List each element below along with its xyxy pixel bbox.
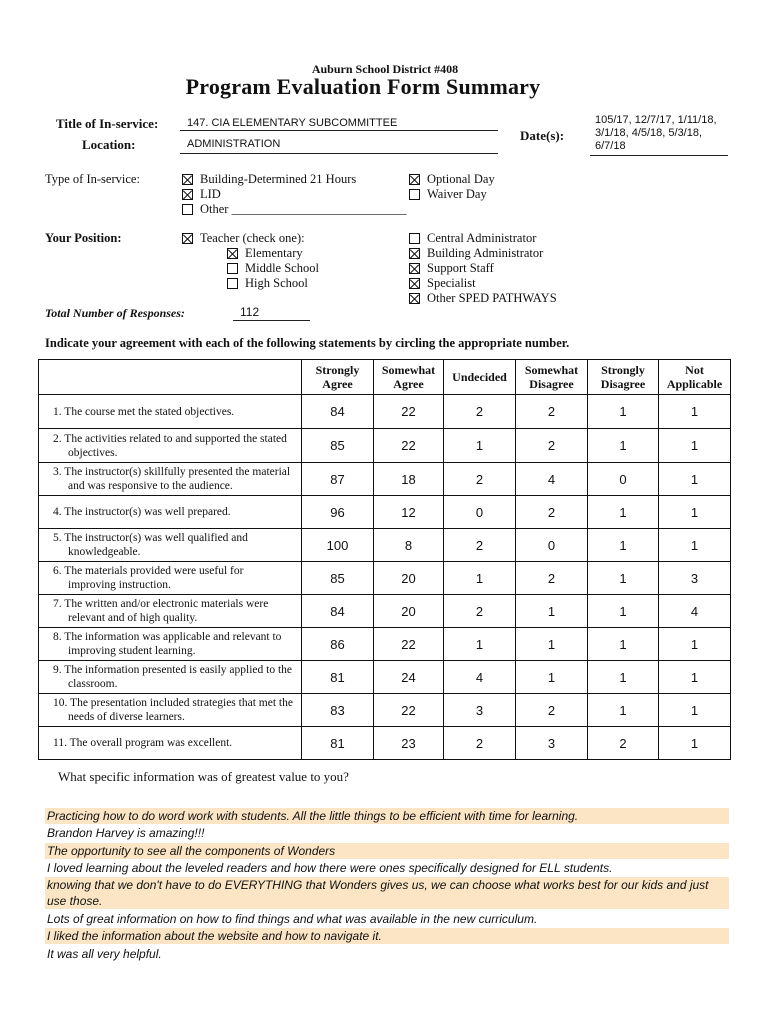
response-count: 1 [588,628,659,661]
response-count: 20 [374,562,444,595]
response-count: 2 [444,463,516,496]
inservice-underline [180,130,498,131]
checkbox[interactable] [227,278,238,289]
type-option-lid[interactable] [182,187,407,202]
location-value: ADMINISTRATION [187,138,281,150]
position-option-central-admin[interactable] [409,231,557,246]
response-count: 4 [516,463,588,496]
statement-text: 9. The information presented is easily applied to the classroom. [53,664,292,690]
dates-label: Date(s): [520,128,565,143]
type-options-left [182,172,407,217]
response-count: 1 [588,529,659,562]
response-count: 2 [516,496,588,529]
type-option-optional-day[interactable] [409,172,495,187]
response-count: 1 [659,694,731,727]
response-count: 4 [659,595,731,628]
response-count: 1 [444,628,516,661]
position-teacher [182,231,305,246]
response-count: 85 [302,429,374,463]
column-header-line: Undecided [452,370,507,384]
comment: The opportunity to see all the components of Wonders [45,843,729,859]
response-count: 3 [444,694,516,727]
response-count: 1 [588,395,659,429]
response-count: 2 [444,529,516,562]
option-label: Other SPED PATHWAYS [427,291,557,305]
response-count: 2 [516,395,588,429]
option-label: LID [200,187,221,201]
page-title: Program Evaluation Form Summary [185,74,541,99]
statement-cell [39,529,302,562]
response-count: 20 [374,595,444,628]
comment: Brandon Harvey is amazing!!! [47,826,205,840]
column-header [588,360,659,395]
checkbox[interactable] [409,189,420,200]
response-count: 3 [659,562,731,595]
response-count: 24 [374,661,444,694]
column-header-line: Strongly [601,363,645,377]
table-row [39,661,731,694]
response-count: 2 [444,727,516,760]
column-header-line: Agree [322,377,353,391]
statement-cell [39,661,302,694]
column-header-line: Agree [393,377,424,391]
response-count: 0 [444,496,516,529]
position-option-other[interactable] [409,291,557,306]
column-header [516,360,588,395]
response-count: 100 [302,529,374,562]
response-count: 85 [302,562,374,595]
position-option-elementary[interactable] [227,246,319,261]
statement-text: 11. The overall program was excellent. [53,737,233,749]
header-row [39,360,731,395]
position-label: Your Position: [45,231,122,245]
column-header-line: Somewhat [524,363,579,377]
column-header-line: Strongly [315,363,360,377]
column-header [374,360,444,395]
response-count: 1 [659,628,731,661]
position-option-specialist[interactable] [409,276,557,291]
table-row [39,595,731,628]
statement-cell [39,595,302,628]
statement-text: 8. The information was applicable and relevant to improving student learning. [53,631,282,657]
response-count: 12 [374,496,444,529]
checkbox[interactable] [182,233,193,244]
column-header [659,360,731,395]
statement-text: 7. The written and/or electronic materials were relevant and of high quality. [53,598,269,624]
responses-underline [233,320,310,321]
inservice-label: Title of In-service: [56,116,159,131]
statement-cell [39,694,302,727]
statement-cell [39,496,302,529]
option-label: Central Administrator [427,231,537,245]
comment: I loved learning about the leveled readers and how there were ones specifically designed for ELL students. [47,861,613,875]
statement-text: 10. The presentation included strategies that met the needs of diverse learners. [53,697,293,723]
response-count: 23 [374,727,444,760]
checkbox[interactable] [409,174,420,185]
response-count: 22 [374,694,444,727]
table-row [39,628,731,661]
response-count: 22 [374,628,444,661]
statement-cell [39,395,302,429]
table-row [39,429,731,463]
position-others [409,231,557,306]
checkbox[interactable] [182,204,193,215]
district-name: Auburn School District #408 [311,62,459,76]
statement-text: 4. The instructor(s) was well prepared. [53,506,231,518]
response-count: 1 [588,429,659,463]
option-label: Waiver Day [427,187,487,201]
position-option-middle-school[interactable] [227,261,319,276]
inservice-value: 147. CIA ELEMENTARY SUBCOMMITTEE [187,117,398,129]
response-count: 2 [516,429,588,463]
dates-value: 105/17, 12/7/17, 1/11/18, 3/1/18, 4/5/18, 5/3/18, 6/7/18 [595,114,717,152]
checkbox[interactable] [409,248,420,259]
dates-underline [590,155,728,156]
position-option-high-school[interactable] [227,276,319,291]
response-count: 22 [374,395,444,429]
instructions: Indicate your agreement with each of the following statements by circling the appropriate number. [45,336,570,350]
response-count: 1 [659,529,731,562]
response-count: 2 [516,562,588,595]
position-option-support-staff[interactable] [409,261,557,276]
response-count: 0 [588,463,659,496]
checkbox[interactable] [182,174,193,185]
checkbox[interactable] [182,189,193,200]
survey-body [39,395,731,760]
comment: I liked the information about the website and how to navigate it. [45,928,729,944]
table-row [39,529,731,562]
table-row [39,463,731,496]
response-count: 0 [516,529,588,562]
option-label: Support Staff [427,261,494,275]
response-count: 18 [374,463,444,496]
table-row [39,562,731,595]
option-label: Other ____________________________ [200,202,407,216]
response-count: 22 [374,429,444,463]
statement-text: 1. The course met the stated objectives. [53,405,235,418]
response-count: 1 [659,727,731,760]
statement-header [39,360,302,395]
response-count: 96 [302,496,374,529]
column-header-line: Not [685,363,704,377]
response-count: 1 [444,429,516,463]
response-count: 8 [374,529,444,562]
statement-cell [39,429,302,463]
responses-label: Total Number of Responses: [45,306,185,320]
statement-cell [39,727,302,760]
statement-cell [39,628,302,661]
position-option-building-admin[interactable] [409,246,557,261]
survey-table [38,359,731,760]
response-count: 2 [444,595,516,628]
response-count: 1 [588,496,659,529]
option-label: High School [245,276,308,290]
response-count: 2 [516,694,588,727]
statement-cell [39,562,302,595]
comment: knowing that we don't have to do EVERYTHING that Wonders gives us, we can choose what works best for our kids and just use those. [45,877,729,909]
type-options-right [409,172,495,202]
comment: Practicing how to do word work with students. All the little things to be efficient with time for learning. [45,808,729,824]
column-header [444,360,516,395]
response-count: 1 [516,595,588,628]
question: What specific information was of greatest value to you? [58,769,349,784]
response-count: 84 [302,395,374,429]
table-row [39,694,731,727]
statement-cell [39,463,302,496]
column-header [302,360,374,395]
location-underline [180,153,498,154]
response-count: 1 [588,562,659,595]
column-header-line: Somewhat [381,363,436,377]
option-label: Building-Determined 21 Hours [200,172,357,186]
response-count: 83 [302,694,374,727]
statement-text: 2. The activities related to and supported the stated objectives. [53,432,287,459]
type-option-building[interactable] [182,172,407,187]
responses-value: 112 [240,305,260,319]
response-count: 1 [659,496,731,529]
position-option-teacher[interactable] [182,231,305,246]
table-row [39,496,731,529]
response-count: 1 [659,429,731,463]
column-header-line: Disagree [600,377,646,391]
response-count: 1 [588,661,659,694]
location-label: Location: [82,137,136,152]
option-label: Specialist [427,276,476,290]
column-header-line: Applicable [666,377,723,391]
response-count: 4 [444,661,516,694]
response-count: 2 [588,727,659,760]
response-count: 84 [302,595,374,628]
statement-text: 5. The instructor(s) was well qualified and knowledgeable. [53,532,248,558]
response-count: 86 [302,628,374,661]
option-label: Optional Day [427,172,495,186]
option-label: Building Administrator [427,246,544,260]
option-label: Elementary [245,246,303,260]
checkbox[interactable] [227,263,238,274]
column-header-line: Disagree [529,377,574,391]
option-label: Middle School [245,261,319,275]
response-count: 2 [444,395,516,429]
response-count: 1 [588,595,659,628]
table-row [39,395,731,429]
type-label: Type of In-service: [45,172,140,186]
response-count: 81 [302,727,374,760]
response-count: 1 [659,463,731,496]
response-count: 1 [516,628,588,661]
response-count: 81 [302,661,374,694]
response-count: 1 [516,661,588,694]
checkbox[interactable] [409,293,420,304]
checkbox[interactable] [409,263,420,274]
checkbox[interactable] [409,233,420,244]
response-count: 3 [516,727,588,760]
option-label: Teacher (check one): [200,231,305,245]
response-count: 1 [588,694,659,727]
response-count: 1 [659,395,731,429]
checkbox[interactable] [227,248,238,259]
position-levels [227,246,319,291]
comment: Lots of great information on how to find things and what was available in the new curriculum. [47,912,538,926]
type-option-waiver-day[interactable] [409,187,495,202]
statement-text: 6. The materials provided were useful for improving instruction. [53,565,244,591]
response-count: 1 [444,562,516,595]
comment: It was all very helpful. [47,947,162,961]
response-count: 87 [302,463,374,496]
type-option-other[interactable] [182,202,407,217]
response-count: 1 [659,661,731,694]
table-row [39,727,731,760]
checkbox[interactable] [409,278,420,289]
statement-text: 3. The instructor(s) skillfully presented the material and was responsive to the audience. [53,466,291,492]
